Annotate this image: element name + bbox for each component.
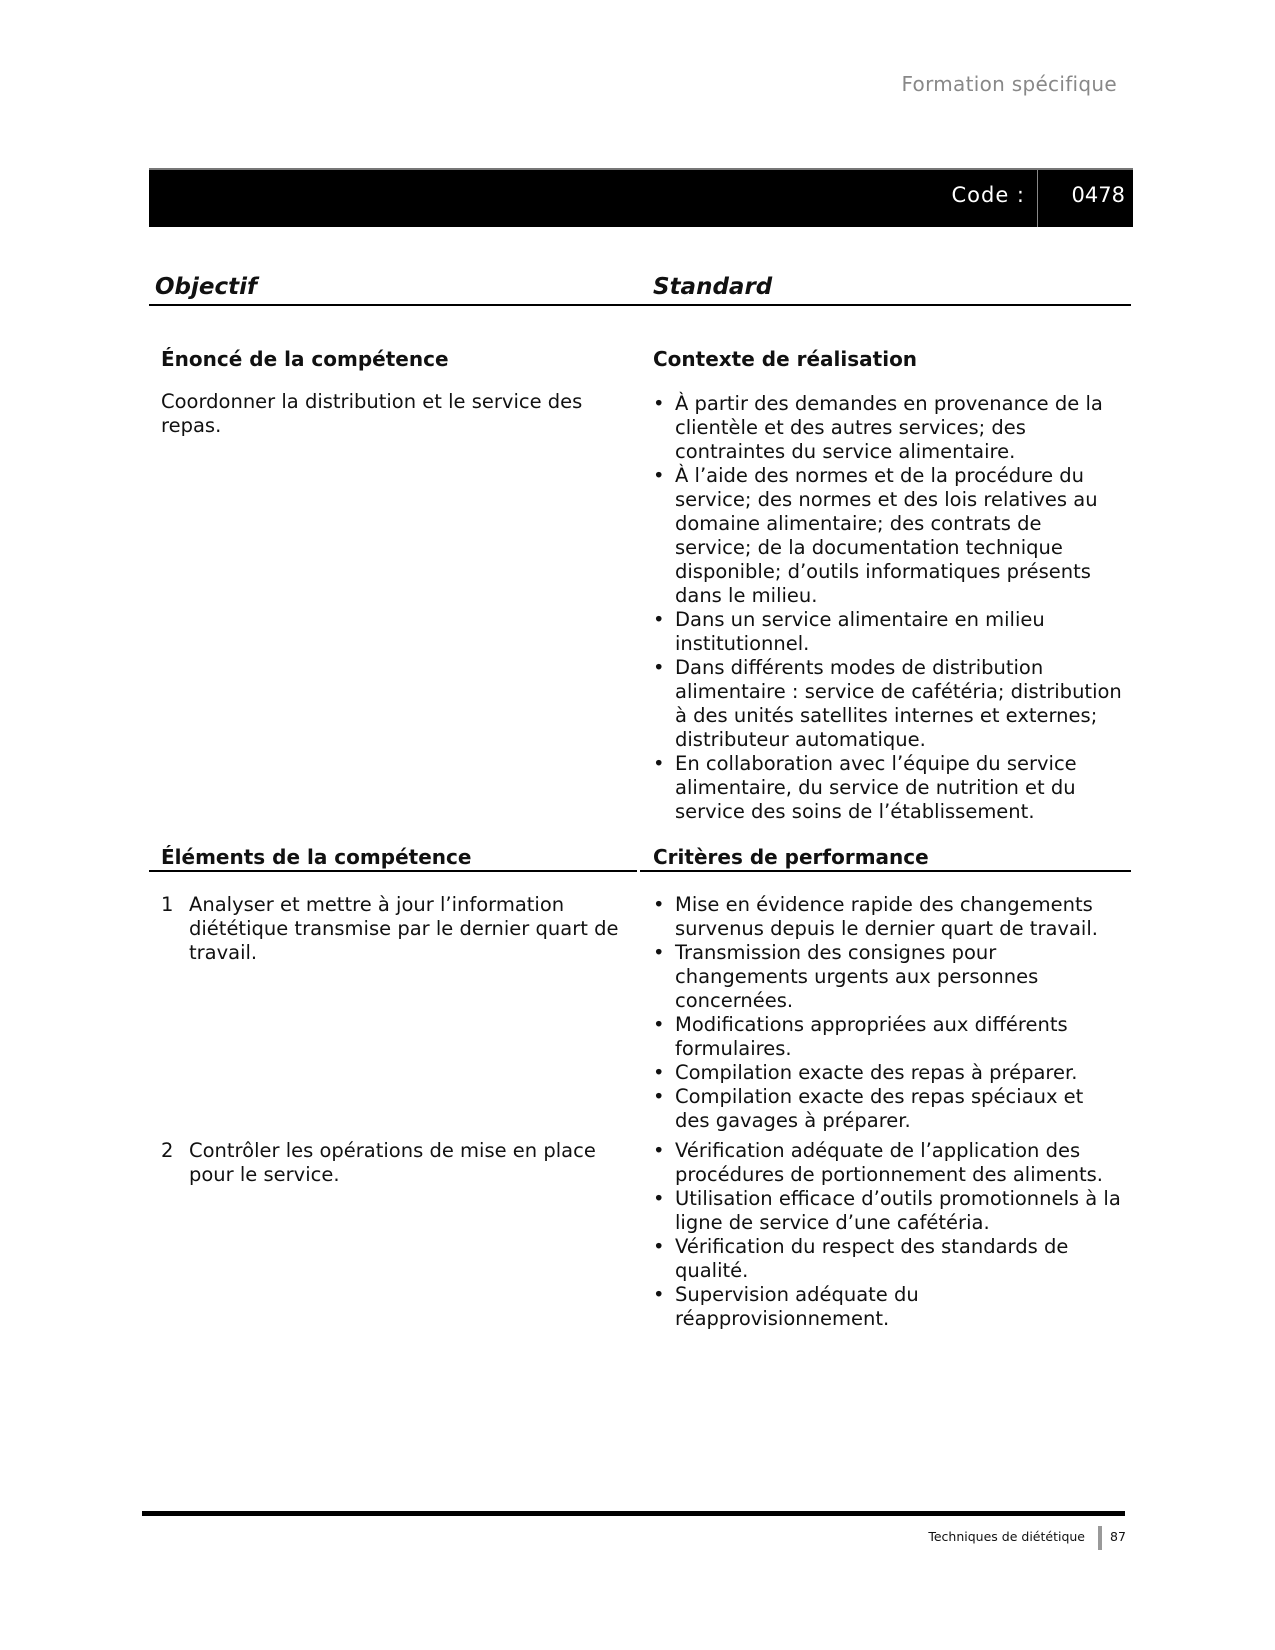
element-text: Contrôler les opérations de mise en place pour le service.: [189, 1139, 596, 1186]
standard-heading: Standard: [653, 274, 773, 300]
footer-rule: [142, 1511, 1125, 1516]
header-rule: [149, 304, 1131, 306]
enonce-text: Coordonner la distribution et le service des repas.: [161, 390, 583, 437]
bullet-text: À partir des demandes en provenance de la clientèle et des autres services; des contraintes du service alimentaire.: [675, 392, 1103, 463]
bullet-item: [653, 464, 1123, 608]
bullet-text: À l’aide des normes et de la procédure du service; des normes et des lois relatives au domaine alimentaire; des contrats de service; de la documentation technique disponible; d’outils informatiques présents dans le milieu.: [675, 464, 1098, 607]
bullet-icon: •: [653, 893, 665, 916]
bullet-icon: •: [653, 464, 665, 487]
bullet-item: [653, 608, 1123, 656]
bullet-text: Vérification du respect des standards de qualité.: [675, 1235, 1069, 1282]
bullet-icon: •: [653, 1235, 665, 1258]
contexte-heading: Contexte de réalisation: [653, 347, 918, 371]
bullet-text: Dans différents modes de distribution alimentaire : service de cafétéria; distribution à des unités satellites internes et externes; distributeur automatique.: [675, 656, 1122, 751]
enonce-heading: Énoncé de la compétence: [161, 347, 449, 371]
bullet-text: Compilation exacte des repas spéciaux et des gavages à préparer.: [675, 1085, 1084, 1132]
bullet-item: [653, 1085, 1123, 1133]
contexte-list: [653, 392, 1123, 824]
criteres-rule: [640, 870, 1131, 872]
bullet-item: [653, 1187, 1123, 1235]
bullet-icon: •: [653, 1283, 665, 1306]
elements-heading: Éléments de la compétence: [161, 845, 472, 869]
bullet-text: Utilisation efficace d’outils promotionnels à la ligne de service d’une cafétéria.: [675, 1187, 1121, 1234]
bullet-icon: •: [653, 752, 665, 775]
bullet-item: [653, 1235, 1123, 1283]
bullet-icon: •: [653, 1085, 665, 1108]
elements-rule: [149, 870, 637, 872]
bullet-item: [653, 392, 1123, 464]
code-divider: [1037, 170, 1038, 227]
bullet-item: [653, 941, 1123, 1013]
bullet-text: Dans un service alimentaire en milieu institutionnel.: [675, 608, 1045, 655]
bullet-text: Modifications appropriées aux différents formulaires.: [675, 1013, 1068, 1060]
objectif-heading: Objectif: [155, 274, 258, 300]
bullet-icon: •: [653, 1061, 665, 1084]
bullet-item: [653, 752, 1123, 824]
bullet-item: [653, 1013, 1123, 1061]
bullet-item: [653, 1061, 1123, 1085]
bullet-text: Transmission des consignes pour changements urgents aux personnes concernées.: [675, 941, 1039, 1012]
bullet-icon: •: [653, 941, 665, 964]
page-number: 87: [1110, 1529, 1126, 1544]
criteres-list-2: [653, 1139, 1123, 1331]
code-value: 0478: [1071, 183, 1125, 207]
bullet-icon: •: [653, 1013, 665, 1036]
bullet-icon: •: [653, 392, 665, 415]
element-number: 1: [161, 893, 174, 916]
code-bar: [149, 168, 1133, 227]
bullet-item: [653, 1283, 1123, 1331]
element-item-2: [161, 1139, 636, 1187]
bullet-icon: •: [653, 656, 665, 679]
bullet-text: Mise en évidence rapide des changements survenus depuis le dernier quart de travail.: [675, 893, 1098, 940]
criteres-list-1: [653, 893, 1123, 1133]
bullet-icon: •: [653, 1187, 665, 1210]
bullet-text: Compilation exacte des repas à préparer.: [675, 1061, 1078, 1084]
footer-title: Techniques de diététique: [928, 1529, 1085, 1544]
bullet-text: Vérification adéquate de l’application des procédures de portionnement des aliments.: [675, 1139, 1103, 1186]
bullet-text: En collaboration avec l’équipe du service alimentaire, du service de nutrition et du service des soins de l’établissement.: [675, 752, 1077, 823]
footer-divider: [1098, 1526, 1102, 1550]
bullet-item: [653, 656, 1123, 752]
bullet-item: [653, 1139, 1123, 1187]
element-text: Analyser et mettre à jour l’information diététique transmise par le dernier quart de travail.: [189, 893, 619, 964]
bullet-item: [653, 893, 1123, 941]
bullet-icon: •: [653, 608, 665, 631]
bullet-icon: •: [653, 1139, 665, 1162]
running-title: Formation spécifique: [901, 72, 1117, 96]
criteres-heading: Critères de performance: [653, 845, 929, 869]
code-label: Code :: [951, 183, 1025, 207]
element-item-1: [161, 893, 636, 965]
bullet-text: Supervision adéquate du réapprovisionnement.: [675, 1283, 919, 1330]
element-number: 2: [161, 1139, 174, 1162]
